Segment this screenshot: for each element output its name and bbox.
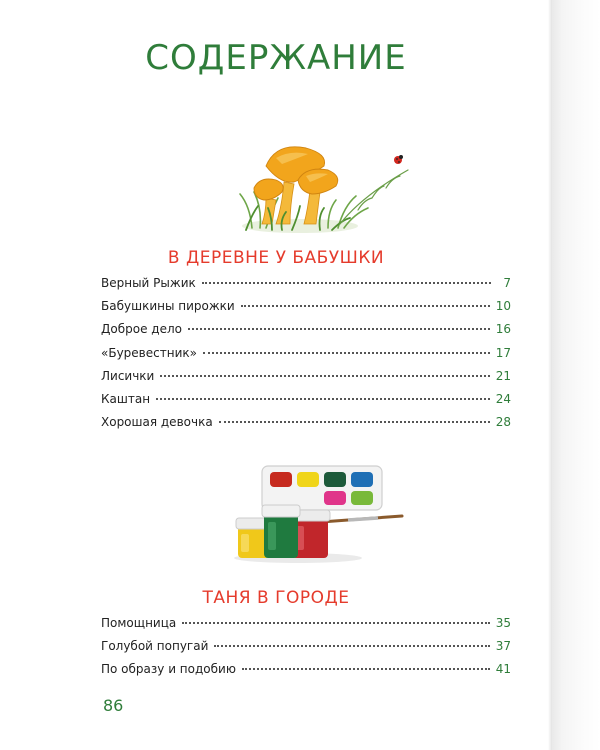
toc-entry-page: 21 xyxy=(495,368,511,383)
toc-entry[interactable] xyxy=(101,662,511,685)
toc-entry-page: 35 xyxy=(495,616,511,630)
toc-entry-page: 16 xyxy=(495,322,511,337)
paint-jar-green xyxy=(262,505,300,558)
toc-entry-page: 7 xyxy=(503,276,511,290)
watercolor-paints-illustration xyxy=(228,460,406,564)
toc-entry[interactable] xyxy=(101,369,511,392)
toc-leader-dots xyxy=(241,305,490,307)
toc-leader-dots xyxy=(182,622,489,624)
toc-entry-page: 28 xyxy=(495,415,511,430)
book-gutter-shadow xyxy=(552,0,600,750)
toc-entry-title: Верный Рыжик xyxy=(101,276,196,290)
toc-entry[interactable] xyxy=(101,616,511,639)
toc-leader-dots xyxy=(219,421,490,423)
toc-entry-title: «Буревестник» xyxy=(101,345,197,360)
section-title-village: В ДЕРЕВНЕ У БАБУШКИ xyxy=(167,248,385,268)
toc-entry-page: 41 xyxy=(495,662,511,677)
toc-entry[interactable] xyxy=(101,639,511,662)
toc-entry-page: 17 xyxy=(495,345,511,360)
toc-entry-title: Голубой попугай xyxy=(101,639,209,654)
toc-leader-dots xyxy=(188,328,490,330)
toc-leader-dots xyxy=(242,668,490,670)
toc-entry-title: Лисички xyxy=(101,368,155,383)
toc-entry-title: Доброе дело xyxy=(101,322,182,337)
toc-leader-dots xyxy=(203,352,490,354)
toc-entry-page: 24 xyxy=(495,391,511,406)
toc-entry-title: Помощница xyxy=(101,616,177,630)
toc-entry[interactable] xyxy=(101,299,511,322)
toc-entry[interactable] xyxy=(101,322,511,345)
toc-leader-dots xyxy=(202,282,491,284)
toc-leader-dots xyxy=(156,398,490,400)
toc-entry[interactable] xyxy=(101,276,511,299)
toc-entry-title: Хорошая девочка xyxy=(101,415,213,430)
toc-list-village xyxy=(101,276,511,438)
toc-entry[interactable] xyxy=(101,346,511,369)
page-number: 86 xyxy=(103,696,124,715)
toc-list-city xyxy=(101,616,511,686)
toc-entry-title: Бабушкины пирожки xyxy=(101,299,235,314)
toc-leader-dots xyxy=(160,375,489,377)
toc-entry-page: 37 xyxy=(495,639,511,654)
section-title-city: ТАНЯ В ГОРОДЕ xyxy=(202,588,350,608)
toc-entry-title: Каштан xyxy=(101,391,151,406)
chanterelle-mushrooms-illustration xyxy=(232,136,422,236)
toc-entry-title: По образу и подобию xyxy=(101,662,236,677)
ladybug-icon xyxy=(394,155,403,164)
toc-leader-dots xyxy=(214,645,489,647)
toc-entry-page: 10 xyxy=(495,299,511,314)
page-title: СОДЕРЖАНИЕ xyxy=(145,38,407,78)
toc-entry[interactable] xyxy=(101,415,511,438)
toc-entry[interactable] xyxy=(101,392,511,415)
